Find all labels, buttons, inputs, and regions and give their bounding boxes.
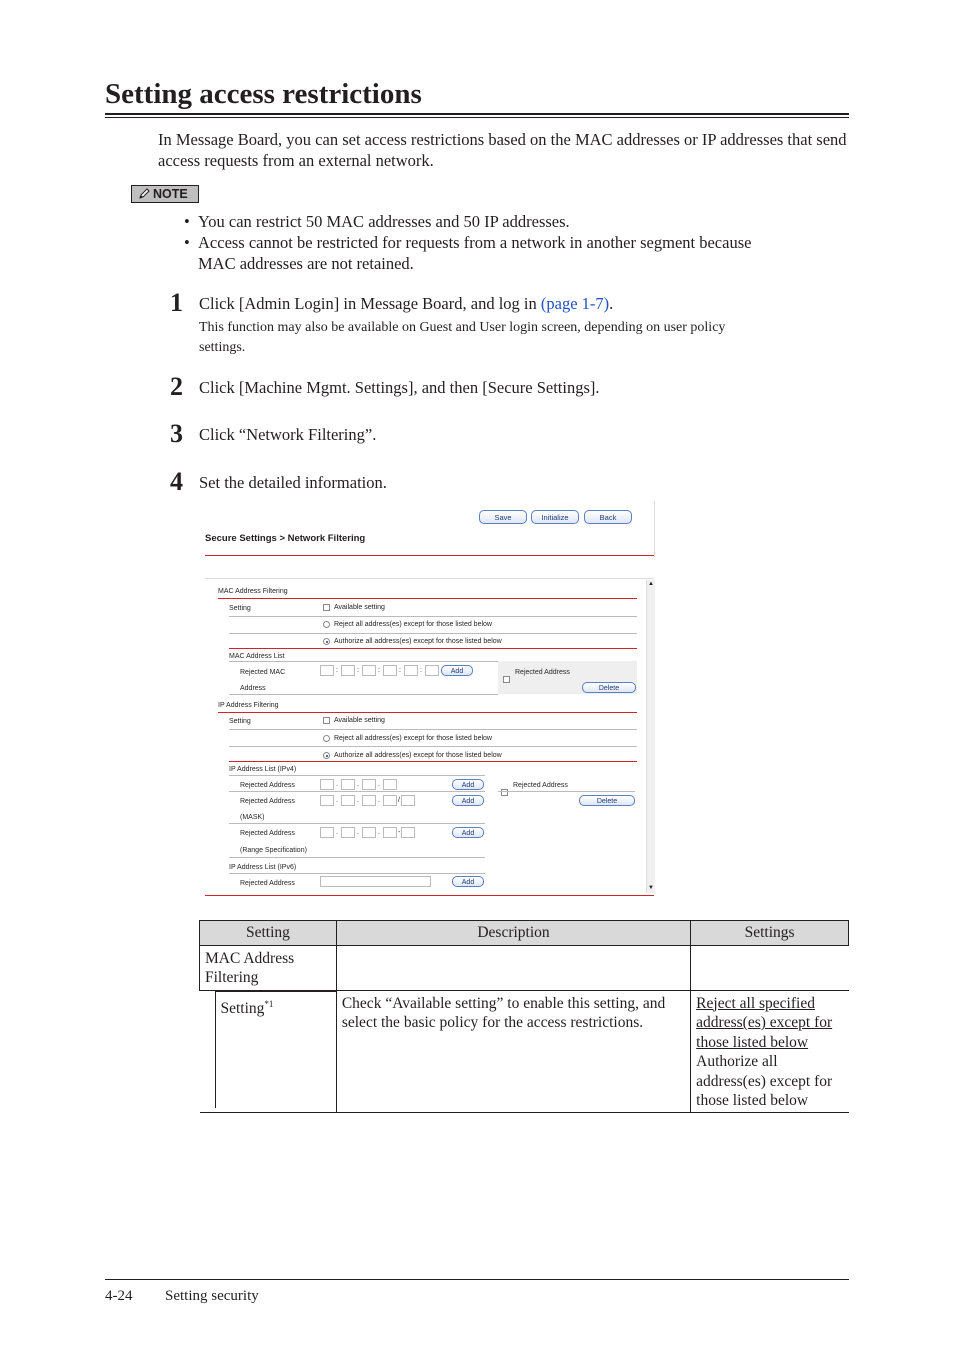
footer-rule — [105, 1279, 849, 1280]
table-cell — [691, 990, 849, 1112]
scroll-down-icon[interactable]: ▼ — [648, 885, 654, 891]
mac-octet-input[interactable] — [404, 665, 418, 676]
add-button[interactable]: Add — [452, 827, 484, 838]
ip-octet-input[interactable] — [320, 827, 334, 838]
authorize-radio[interactable] — [323, 752, 330, 759]
page-link[interactable]: (page 1-7) — [540, 294, 610, 313]
rejected-mac-label: Rejected MAC — [240, 669, 286, 676]
rejected-address-label: Rejected Address — [240, 830, 295, 837]
rejected-address-label: Rejected Address — [240, 798, 295, 805]
network-filtering-screenshot: Save Initialize Back Secure Settings > Network Filtering ▲ ▼ MAC Address Filtering Setting Available setting Reject all address(es) except for those listed below Authorize all address(es) except for those listed below MAC Address List Rejected MAC Address : : : : : Add Rejected Address Delete IP Address Filtering Setting Available setting Reject all address(es) except for those listed below Authorize all address(es) except for those listed below IP Address List (IPv4) Rejected Address . . . Add Rejected Address Delete Rejected Address . . . / Add (MASK) Rejected Address . . . - Add (Range Specification) IP Address List (IPv6) Rejected Address Add — [203, 501, 655, 897]
column-header: Setting — [200, 921, 337, 946]
note-text: Access cannot be restricted for requests from a network in another segment because — [198, 233, 752, 252]
add-button[interactable]: Add — [452, 876, 484, 887]
reject-label: Reject all address(es) except for those listed below — [334, 735, 492, 742]
ip-section-title: IP Address Filtering — [218, 702, 279, 709]
mac-list-title: MAC Address List — [229, 653, 285, 660]
note-text: MAC addresses are not retained. — [198, 254, 414, 273]
ip-octet-input[interactable] — [383, 827, 397, 838]
add-button[interactable]: Add — [452, 779, 484, 790]
note-text: You can restrict 50 MAC addresses and 50 IP addresses. — [198, 212, 570, 231]
page-title: Setting access restrictions — [105, 78, 422, 110]
mac-octet-input[interactable] — [425, 665, 439, 676]
table-cell — [336, 945, 690, 990]
step-number: 1 — [170, 288, 183, 317]
rejected-address-header: Rejected Address — [515, 669, 570, 676]
reject-label: Reject all address(es) except for those listed below — [334, 621, 492, 628]
column-header: Settings — [691, 921, 849, 946]
table-cell — [691, 945, 849, 990]
reject-radio[interactable] — [323, 621, 330, 628]
reject-radio[interactable] — [323, 735, 330, 742]
ip-octet-input[interactable] — [341, 779, 355, 790]
table-cell: MAC Address Filtering — [200, 945, 337, 990]
table-header-row — [200, 921, 849, 946]
step-text: Click [Machine Mgmt. Settings], and then [Secure Settings]. — [199, 378, 600, 397]
step-text: Click “Network Filtering”. — [199, 425, 377, 444]
breadcrumb: Secure Settings > Network Filtering — [205, 533, 366, 544]
initialize-button[interactable]: Initialize — [531, 510, 579, 524]
ip-octet-input[interactable] — [362, 795, 376, 806]
column-header: Description — [336, 921, 690, 946]
intro-paragraph: In Message Board, you can set access restrictions based on the MAC addresses or IP addresses that send access requests from an external network. — [158, 130, 847, 170]
setting-label: Setting — [229, 718, 251, 725]
ip-octet-input[interactable] — [320, 795, 334, 806]
available-label: Available setting — [334, 717, 385, 724]
ip-octet-input[interactable] — [362, 779, 376, 790]
mask-label: (MASK) — [240, 814, 265, 821]
ip-octet-input[interactable] — [320, 779, 334, 790]
step-text: Click [Admin Login] in Message Board, and log in (page 1-7). — [199, 294, 614, 313]
step-number: 2 — [170, 372, 183, 401]
address-label: Address — [240, 685, 266, 692]
available-checkbox[interactable] — [323, 717, 330, 724]
ip-octet-input[interactable] — [362, 827, 376, 838]
step-text: Set the detailed information. — [199, 473, 387, 492]
save-button[interactable]: Save — [479, 510, 527, 524]
rejected-address-label: Rejected Address — [240, 782, 295, 789]
range-label: (Range Specification) — [240, 847, 307, 854]
setting-option-default: Reject all specified address(es) except for those listed below — [696, 994, 833, 1051]
select-all-checkbox[interactable] — [503, 676, 510, 683]
rejected-address-header: Rejected Address — [513, 782, 568, 789]
rejected-address-label: Rejected Address — [240, 880, 295, 887]
ipv4-list-title: IP Address List (IPv4) — [229, 766, 297, 773]
scroll-up-icon[interactable]: ▲ — [648, 581, 654, 587]
mac-section-title: MAC Address Filtering — [218, 588, 288, 595]
ipv6-input[interactable] — [320, 876, 431, 887]
step-number: 3 — [170, 419, 183, 448]
table-cell: Check “Available setting” to enable this setting, and select the basic policy for the access restrictions. — [336, 990, 690, 1112]
mac-octet-input[interactable] — [362, 665, 376, 676]
ip-octet-input[interactable] — [341, 827, 355, 838]
mac-octet-input[interactable] — [383, 665, 397, 676]
step-subtext: settings. — [199, 340, 246, 355]
scrollbar[interactable] — [646, 580, 655, 893]
back-button[interactable]: Back — [584, 510, 632, 524]
setting-label: Setting — [229, 605, 251, 612]
add-button[interactable]: Add — [441, 665, 473, 676]
ip-octet-input[interactable] — [383, 779, 397, 790]
step-number: 4 — [170, 467, 183, 496]
range-end-input[interactable] — [401, 827, 415, 838]
mask-input[interactable] — [401, 795, 415, 806]
footer-section: Setting security — [165, 1288, 259, 1304]
available-checkbox[interactable] — [323, 604, 330, 611]
authorize-radio[interactable] — [323, 638, 330, 645]
mac-octet-input[interactable] — [341, 665, 355, 676]
note-label: NOTE — [153, 187, 188, 201]
authorize-label: Authorize all address(es) except for those listed below — [334, 752, 502, 759]
mac-octet-input[interactable] — [320, 665, 334, 676]
table-row — [200, 990, 849, 1112]
table-cell: Setting$^{*1}$ — [200, 990, 337, 1112]
title-rule-thin — [105, 117, 849, 118]
delete-button[interactable]: Delete — [582, 682, 636, 693]
settings-table — [199, 920, 849, 1113]
page-number: 4-24 — [105, 1288, 133, 1304]
pencil-icon — [138, 188, 150, 200]
ip-octet-input[interactable] — [383, 795, 397, 806]
step-subtext: This function may also be available on Guest and User login screen, depending on user policy — [199, 320, 726, 335]
title-rule — [105, 113, 849, 115]
authorize-label: Authorize all address(es) except for those listed below — [334, 638, 502, 645]
add-button[interactable]: Add — [452, 795, 484, 806]
ip-octet-input[interactable] — [341, 795, 355, 806]
ipv6-list-title: IP Address List (IPv6) — [229, 864, 297, 871]
available-label: Available setting — [334, 604, 385, 611]
setting-option: Authorize all address(es) except for those listed below — [696, 1053, 833, 1109]
delete-button[interactable]: Delete — [579, 795, 635, 806]
note-badge — [131, 185, 199, 203]
table-row — [200, 945, 849, 990]
